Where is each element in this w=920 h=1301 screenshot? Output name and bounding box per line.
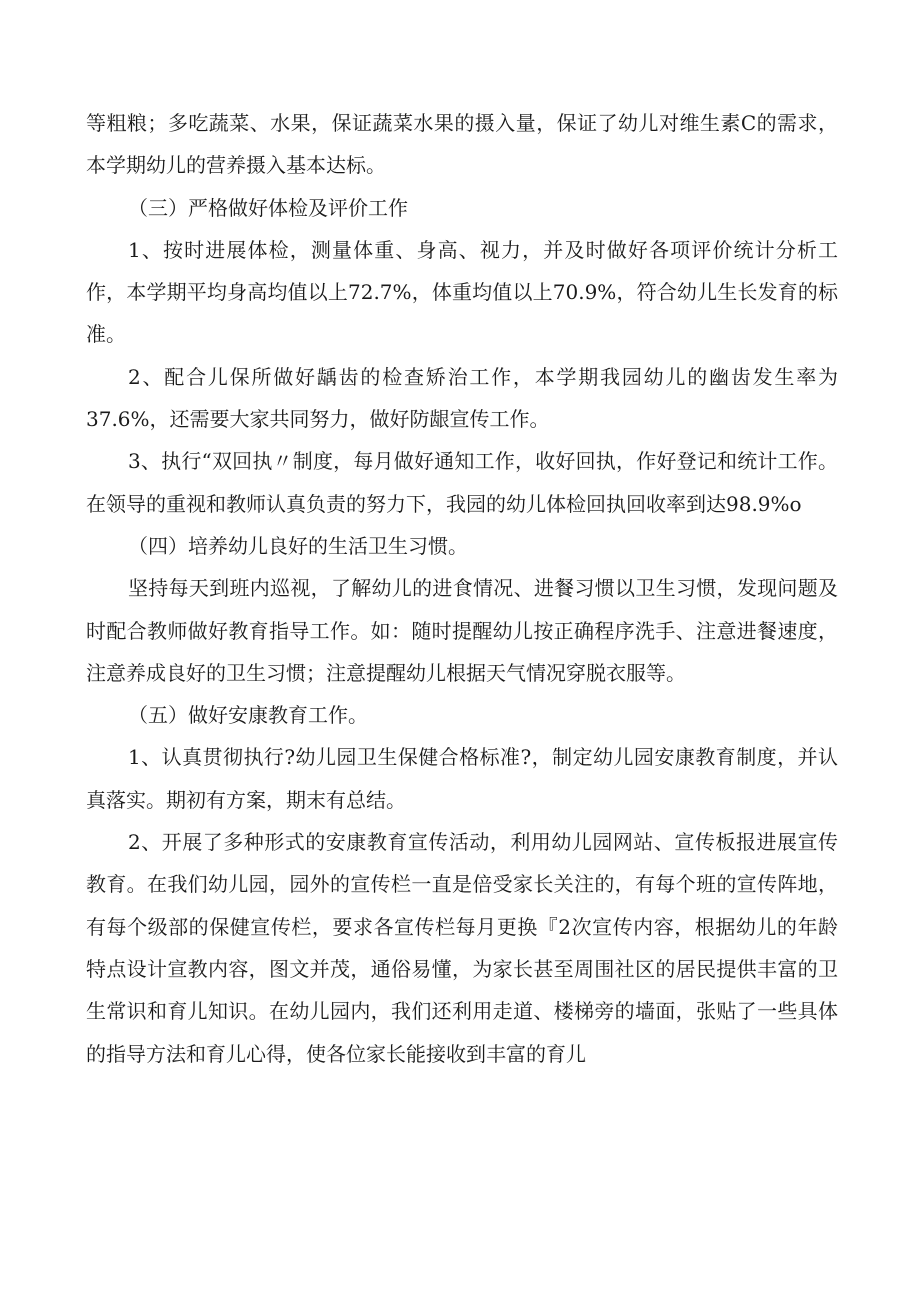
paragraph-health-promotion: 2、开展了多种形式的安康教育宣传活动，利用幼儿园网站、宣传板报进展宣传教育。在我们幼儿园，园外的宣传栏一直是倍受家长关注的，有每个班的宣传阵地，有每个级部的保健宣传栏，要求各宣传栏每月更换『2次宣传内容，根据幼儿的年龄特点设计宣教内容，图文并茂，通俗易懂，为家长甚至周围社区的居民提供丰富的卫生常识和育儿知识。在幼儿园内，我们还利用走道、楼梯旁的墙面，张贴了一些具体的指导方法和育儿心得，使各位家长能接收到丰富的育儿 bbox=[86, 830, 838, 1066]
paragraph-receipt-system: 3、执行“双回执〃制度，每月做好通知工作，收好回执，作好登记和统计工作。在领导的重视和教师认真负责的努力下，我园的幼儿体检回执回收率到达98.9%o bbox=[86, 449, 838, 516]
document-body bbox=[86, 102, 838, 1075]
paragraph-hygiene-habits: 坚持每天到班内巡视，了解幼儿的进食情况、进餐习惯以卫生习惯，发现问题及时配合教师做好教育指导工作。如：随时提醒幼儿按正确程序洗手、注意进餐速度，注意养成良好的卫生习惯；注意提醒幼儿根据天气情况穿脱衣服等。 bbox=[86, 576, 838, 685]
paragraph-physical-exam: 1、按时进展体检，测量体重、身高、视力，并及时做好各项评价统计分析工作，本学期平均身高均值以上72.7%，体重均值以上70.9%，符合幼儿生长发育的标准。 bbox=[86, 237, 838, 347]
section-heading-3: （三）严格做好体检及评价工作 bbox=[128, 195, 408, 220]
paragraph-health-standards: 1、认真贯彻执行?幼儿园卫生保健合格标准?，制定幼儿园安康教育制度，并认真落实。期初有方案，期末有总结。 bbox=[86, 745, 838, 812]
section-heading-4: （四）培养幼儿良好的生活卫生习惯。 bbox=[128, 533, 468, 558]
paragraph-dental-care: 2、配合儿保所做好龋齿的检查矫治工作，本学期我园幼儿的幽齿发生率为37.6%，还需要大家共同努力，做好防龈宣传工作。 bbox=[86, 364, 838, 432]
section-heading-5: （五）做好安康教育工作。 bbox=[128, 703, 368, 728]
paragraph-nutrition-continued: 等粗粮；多吃蔬菜、水果，保证蔬菜水果的摄入量，保证了幼儿对维生素C的需求，本学期幼儿的营养摄入基本达标。 bbox=[86, 111, 838, 178]
